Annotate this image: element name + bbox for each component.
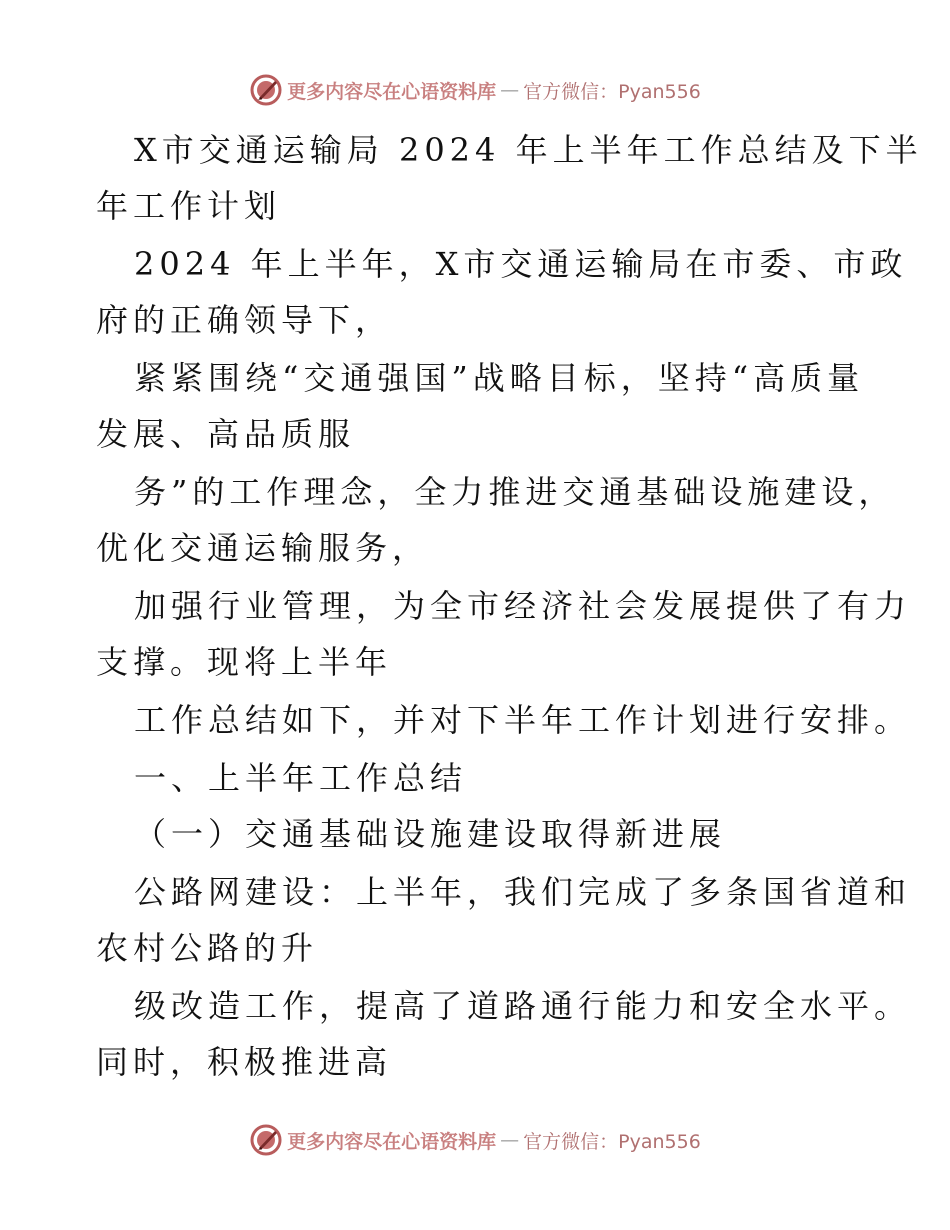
paragraph-line: 加强行业管理，为全市经济社会发展提供了有力 xyxy=(134,587,912,625)
watermark-separator: — xyxy=(500,79,520,101)
section-heading: 一、上半年工作总结 xyxy=(134,759,468,797)
paragraph-line: 紧紧围绕“交通强国”战略目标，坚持“高质量 xyxy=(134,359,865,397)
paragraph-line: 农村公路的升 xyxy=(96,929,319,967)
paragraph-line: 支撑。现将上半年 xyxy=(96,643,393,681)
paragraph-line: 级改造工作，提高了道路通行能力和安全水平。 xyxy=(134,987,912,1025)
quill-pen-circle-logo-icon xyxy=(249,1123,283,1157)
footer-watermark xyxy=(0,1120,950,1160)
document-title-line-2: 年工作计划 xyxy=(96,187,282,225)
paragraph-line: 府的正确领导下， xyxy=(96,301,393,339)
header-watermark xyxy=(0,70,950,110)
watermark-contact: 官方微信：Pyan556 xyxy=(523,80,701,103)
subsection-heading: （一）交通基础设施建设取得新进展 xyxy=(134,815,727,853)
paragraph-line: 同时，积极推进高 xyxy=(96,1043,393,1081)
paragraph-line: 工作总结如下，并对下半年工作计划进行安排。 xyxy=(134,701,912,739)
watermark-text: 更多内容尽在心语资料库 xyxy=(287,1130,497,1153)
paragraph-line: 务”的工作理念，全力推进交通基础设施建设， xyxy=(134,473,896,511)
paragraph-line: 优化交通运输服务， xyxy=(96,529,430,567)
paragraph-line: 2024 年上半年，X市交通运输局在市委、市政 xyxy=(134,245,908,283)
paragraph-line: 发展、高品质服 xyxy=(96,415,356,453)
watermark-separator: — xyxy=(500,1129,520,1151)
quill-pen-circle-logo-icon xyxy=(249,73,283,107)
watermark-contact: 官方微信：Pyan556 xyxy=(523,1130,701,1153)
paragraph-line: 公路网建设：上半年，我们完成了多条国省道和 xyxy=(134,873,912,911)
watermark-text: 更多内容尽在心语资料库 xyxy=(287,80,497,103)
document-title-line-1: X市交通运输局 2024 年上半年工作总结及下半 xyxy=(134,131,923,169)
